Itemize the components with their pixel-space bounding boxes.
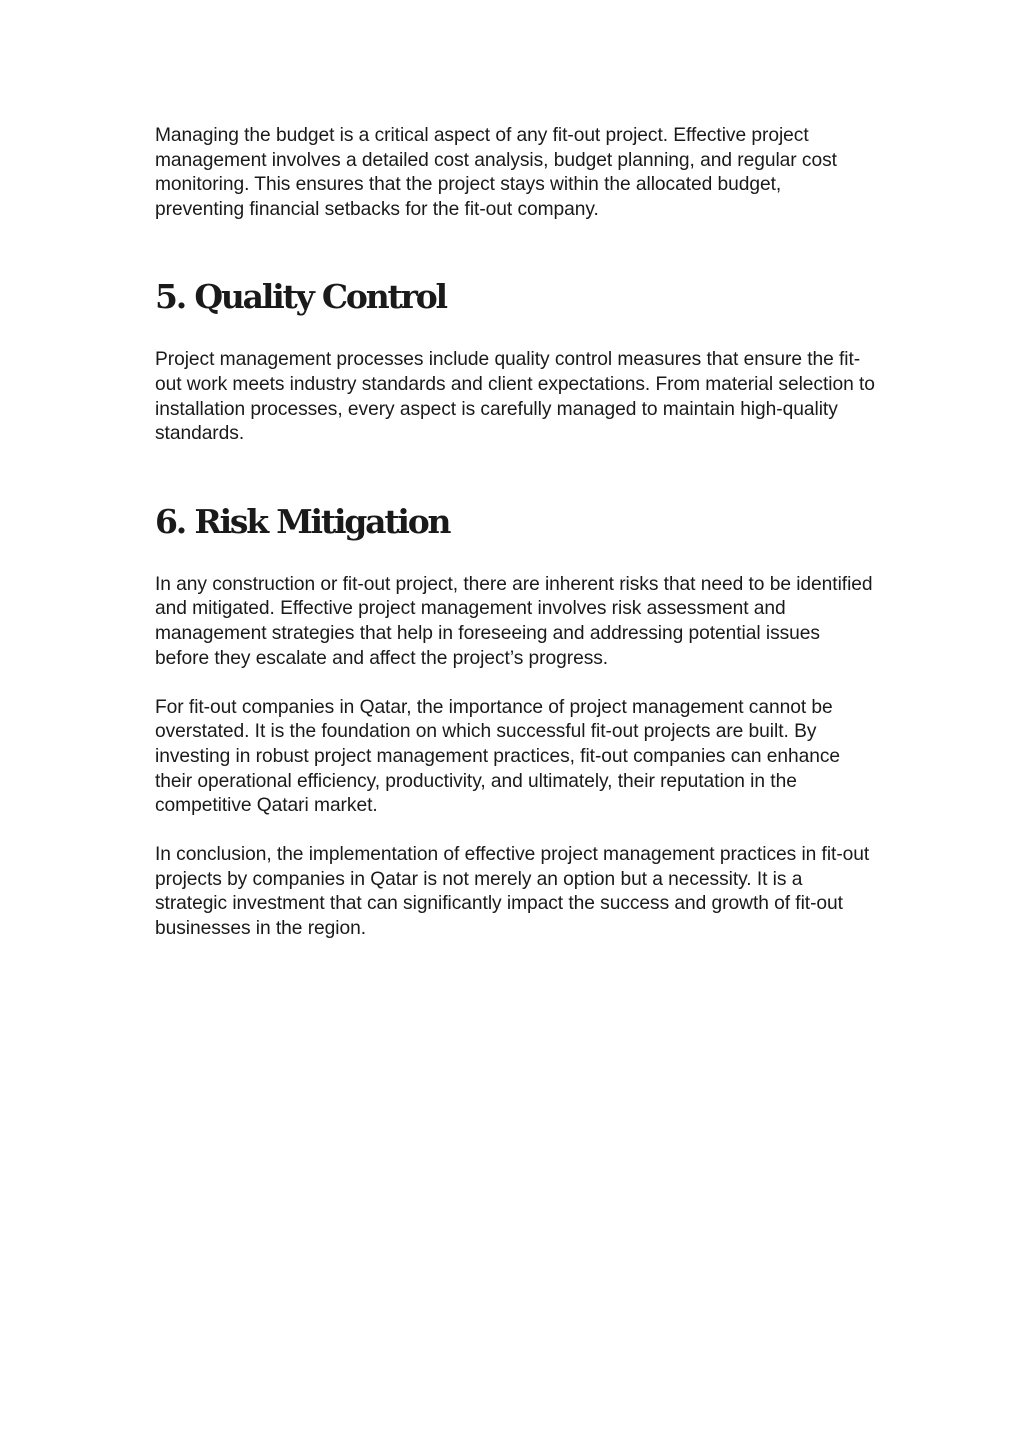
document-page: [155, 124, 875, 942]
section-risk-mitigation: [155, 502, 875, 942]
risk-mitigation-paragraph: In any construction or fit-out project, there are inherent risks that need to be identified and mitigated. Effective project management involves risk assessment and management strategies that help in foreseeing and addressing potential issues before they escalate and affect the project’s progress.: [155, 573, 873, 669]
qatar-importance-paragraph: For fit-out companies in Qatar, the importance of project management cannot be overstated. It is the foundation on which successful fit-out projects are built. By investing in robust project management practices, fit-out companies can enhance their operational efficiency, productivity, and ultimately, their reputation in the competitive Qatari market.: [155, 696, 841, 817]
conclusion-paragraph: In conclusion, the implementation of effective project management practices in fit-out projects by companies in Qatar is not merely an option but a necessity. It is a strategic investment that can significantly impact the success and growth of fit-out businesses in the region.: [155, 844, 870, 940]
intro-paragraph: Managing the budget is a critical aspect of any fit-out project. Effective project management involves a detailed cost analysis, budget planning, and regular cost monitoring. This ensures that the project stays within the allocated budget, preventing financial setbacks for the fit-out company.: [155, 125, 837, 220]
quality-control-paragraph: Project management processes include quality control measures that ensure the fit-out work meets industry standards and client expectations. From material selection to installation processes, every aspect is carefully managed to maintain high-quality standards.: [155, 349, 875, 445]
section-heading-risk-mitigation: 6. Risk Mitigation: [155, 501, 450, 541]
section-quality-control: [155, 277, 875, 446]
section-heading-quality-control: 5. Quality Control: [155, 277, 446, 317]
